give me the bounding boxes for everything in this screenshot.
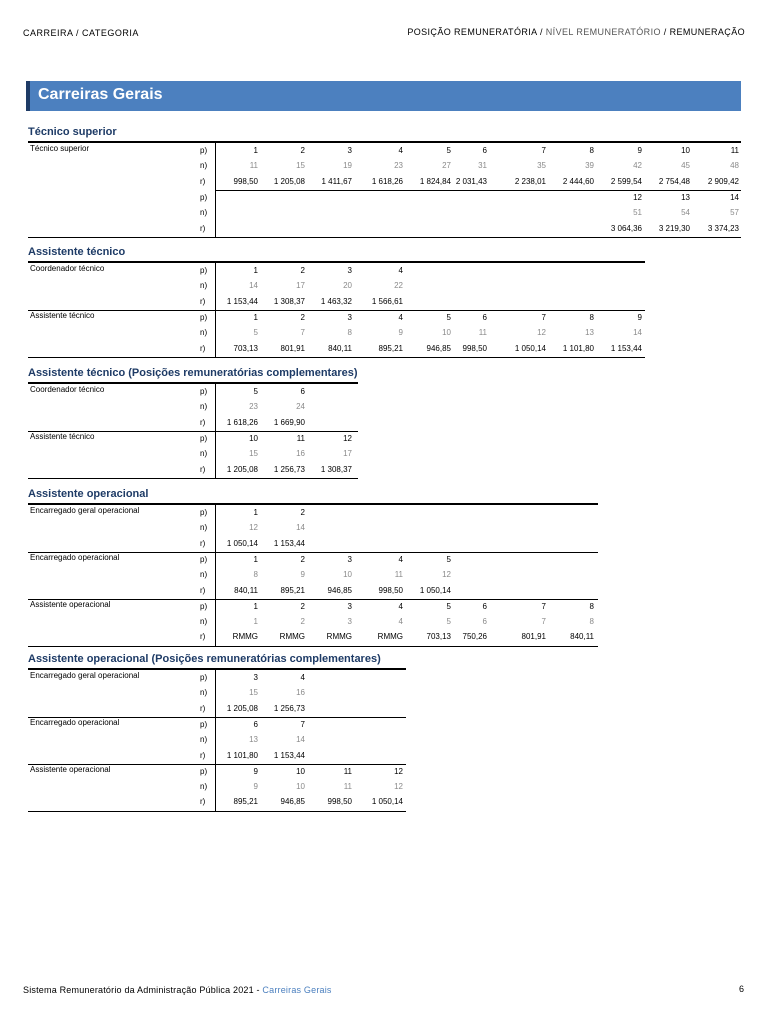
- cell-p: 4: [398, 554, 403, 564]
- cell-r: 3 374,23: [707, 223, 739, 233]
- row-label-n: n): [200, 617, 208, 627]
- group-rule: [28, 599, 598, 600]
- cell-p: 6: [482, 146, 487, 155]
- cell-n: 31: [478, 161, 487, 171]
- cell-n: 17: [343, 449, 352, 459]
- cell-r: RMMG: [232, 632, 258, 642]
- cell-n: 11: [249, 161, 258, 171]
- cell-p: 3: [347, 554, 352, 564]
- cell-r: 1 411,67: [321, 176, 352, 186]
- cell-p: 6: [253, 719, 258, 729]
- cell-n: 7: [300, 328, 305, 338]
- cell-p: 11: [343, 766, 352, 776]
- cell-p: 2: [300, 312, 305, 322]
- cell-n: 13: [249, 735, 258, 745]
- cell-n: 1: [253, 617, 258, 627]
- row-label-n: n): [200, 570, 208, 580]
- row-label-p: p): [200, 719, 208, 729]
- cell-p: 12: [343, 433, 352, 443]
- cell-r: 998,50: [378, 585, 403, 595]
- cell-p: 7: [541, 146, 546, 155]
- group-name: Encarregado operacional: [30, 717, 120, 727]
- cell-r: 1 256,73: [273, 464, 305, 474]
- section-banner: [26, 81, 741, 111]
- cell-n: 11: [478, 328, 487, 338]
- cell-r: 1 669,90: [273, 417, 305, 427]
- row-label-r: r): [200, 797, 206, 807]
- cell-r: 2 754,48: [658, 176, 690, 186]
- cell-p: 12: [633, 192, 642, 202]
- cell-n: 19: [343, 161, 352, 171]
- cell-p: 3: [347, 266, 352, 275]
- group-divider: [215, 263, 216, 310]
- cell-p: 2: [300, 266, 305, 275]
- cell-p: 2: [300, 554, 305, 564]
- cell-n: 14: [633, 328, 642, 338]
- row-label-r: r): [200, 538, 206, 548]
- cell-n: 48: [730, 161, 739, 171]
- cell-n: 51: [633, 208, 642, 218]
- row-label-r: r): [200, 585, 206, 595]
- cell-n: 16: [296, 688, 305, 698]
- cell-r: 946,85: [426, 343, 451, 353]
- cell-p: 3: [347, 312, 352, 322]
- row-label-n: n): [200, 402, 208, 412]
- cell-p: 5: [446, 554, 451, 564]
- section-end-rule: [28, 811, 406, 812]
- cell-r: 1 153,44: [610, 343, 642, 353]
- cell-n: 5: [446, 617, 451, 627]
- group-divider: [215, 764, 216, 811]
- row-label-r: r): [200, 750, 206, 760]
- section-rule: [28, 141, 741, 143]
- cell-n: 3: [347, 617, 352, 627]
- row-label-n: n): [200, 281, 208, 291]
- group-name: Técnico superior: [30, 144, 90, 153]
- cell-p: 6: [300, 387, 305, 396]
- cell-n: 8: [589, 617, 594, 627]
- cell-r: 946,85: [280, 797, 305, 807]
- cell-r: RMMG: [377, 632, 403, 642]
- section-end-rule: [28, 646, 598, 647]
- row-label-p: p): [200, 433, 208, 443]
- cell-r: 2 444,60: [562, 176, 594, 186]
- cell-n: 9: [253, 782, 258, 792]
- cell-r: 1 205,08: [273, 176, 305, 186]
- cell-n: 27: [442, 161, 451, 171]
- row-label-p: p): [200, 766, 208, 776]
- cell-n: 13: [585, 328, 594, 338]
- cell-r: 1 205,08: [226, 464, 258, 474]
- footer-main: Sistema Remuneratório da Administração Pública 2021 -: [23, 985, 263, 995]
- cell-n: 12: [537, 328, 546, 338]
- row-label-n: n): [200, 208, 208, 218]
- cell-p: 1: [253, 312, 258, 322]
- cell-p: 2: [300, 508, 305, 517]
- cell-r: 1 101,80: [226, 750, 258, 760]
- cell-n: 12: [442, 570, 451, 580]
- group-name: Encarregado operacional: [30, 552, 120, 562]
- cell-n: 15: [249, 688, 258, 698]
- cell-r: 895,21: [280, 585, 305, 595]
- cell-n: 42: [633, 161, 642, 171]
- row-label-p: p): [200, 192, 208, 202]
- cell-r: 1 153,44: [226, 296, 258, 306]
- cell-p: 9: [637, 312, 642, 322]
- group-name: Encarregado geral operacional: [30, 506, 140, 515]
- cell-r: 1 618,26: [226, 417, 258, 427]
- cell-r: 1 618,26: [371, 176, 403, 186]
- cell-r: 946,85: [327, 585, 352, 595]
- cell-n: 8: [347, 328, 352, 338]
- cell-r: 1 050,14: [371, 797, 403, 807]
- cell-p: 5: [446, 601, 451, 611]
- cell-n: 15: [249, 449, 258, 459]
- cell-r: 2 031,43: [455, 176, 487, 186]
- cell-n: 11: [394, 570, 403, 580]
- group-name: Encarregado geral operacional: [30, 671, 140, 680]
- cell-p: 4: [300, 673, 305, 682]
- section-rule: [28, 382, 358, 384]
- cell-p: 8: [589, 601, 594, 611]
- cell-p: 9: [253, 766, 258, 776]
- cell-n: 22: [394, 281, 403, 291]
- cell-r: 2 238,01: [514, 176, 546, 186]
- row-label-p: p): [200, 146, 208, 155]
- row-label-p: p): [200, 312, 208, 322]
- cell-n: 14: [296, 523, 305, 533]
- cell-r: 1 566,61: [371, 296, 403, 306]
- cell-n: 17: [296, 281, 305, 291]
- header-columns-label: [407, 27, 745, 37]
- section-end-rule: [28, 357, 645, 358]
- cell-p: 2: [300, 146, 305, 155]
- cell-n: 23: [394, 161, 403, 171]
- section-title: Assistente operacional (Posições remuneratórias complementares): [28, 653, 381, 665]
- cell-r: 998,50: [233, 176, 258, 186]
- cell-r: 703,13: [233, 343, 258, 353]
- group-divider: [215, 670, 216, 717]
- cell-p: 12: [394, 766, 403, 776]
- cell-r: 1 050,14: [514, 343, 546, 353]
- cell-r: 3 219,30: [658, 223, 690, 233]
- cell-n: 4: [398, 617, 403, 627]
- cell-n: 8: [253, 570, 258, 580]
- row-label-p: p): [200, 554, 208, 564]
- cell-r: 2 909,42: [707, 176, 739, 186]
- section-title: Técnico superior: [28, 126, 117, 138]
- group-divider: [215, 717, 216, 764]
- cell-p: 3: [253, 673, 258, 682]
- cell-r: 1 256,73: [273, 703, 305, 713]
- header-position-label: POSIÇÃO REMUNERATÓRIA /: [407, 27, 546, 37]
- banner-title: Carreiras Gerais: [38, 86, 163, 103]
- cell-n: 23: [249, 402, 258, 412]
- cell-n: 54: [681, 208, 690, 218]
- row-label-n: n): [200, 688, 208, 698]
- header-category-label: CARREIRA / CATEGORIA: [23, 28, 139, 38]
- cell-r: RMMG: [326, 632, 352, 642]
- cell-r: 3 064,36: [610, 223, 642, 233]
- row-label-r: r): [200, 632, 206, 642]
- cell-r: 703,13: [426, 632, 451, 642]
- cell-p: 8: [589, 146, 594, 155]
- footer-text: [23, 985, 332, 995]
- group-name: Assistente operacional: [30, 599, 111, 609]
- cell-n: 20: [343, 281, 352, 291]
- cell-n: 14: [249, 281, 258, 291]
- row-label-n: n): [200, 328, 208, 338]
- cell-r: 2 599,54: [610, 176, 642, 186]
- group-divider: [215, 310, 216, 357]
- row-label-p: p): [200, 673, 208, 682]
- cell-n: 15: [296, 161, 305, 171]
- section-rule: [28, 261, 645, 263]
- footer-accent: Carreiras Gerais: [262, 985, 332, 995]
- cell-p: 7: [541, 312, 546, 322]
- cell-p: 3: [347, 146, 352, 155]
- row-label-n: n): [200, 523, 208, 533]
- cell-n: 35: [537, 161, 546, 171]
- cell-n: 11: [343, 782, 352, 792]
- section-title: Assistente técnico: [28, 246, 126, 258]
- cell-n: 10: [296, 782, 305, 792]
- cell-p: 10: [249, 433, 258, 443]
- cell-n: 24: [296, 402, 305, 412]
- group-divider: [215, 505, 216, 552]
- cell-p: 10: [681, 146, 690, 155]
- cell-n: 2: [300, 617, 305, 627]
- cell-p: 11: [296, 433, 305, 443]
- row-label-n: n): [200, 161, 208, 171]
- group-name: Assistente técnico: [30, 431, 95, 441]
- cell-n: 10: [343, 570, 352, 580]
- cell-p: 6: [482, 312, 487, 322]
- group-divider: [215, 384, 216, 431]
- cell-p: 1: [253, 266, 258, 275]
- cell-n: 9: [300, 570, 305, 580]
- cell-p: 10: [296, 766, 305, 776]
- section-rule: [28, 503, 598, 505]
- cell-n: 9: [398, 328, 403, 338]
- cell-r: 1 824,84: [419, 176, 451, 186]
- row-label-r: r): [200, 703, 206, 713]
- cell-p: 14: [730, 192, 739, 202]
- group-rule: [28, 310, 645, 311]
- cell-p: 1: [253, 146, 258, 155]
- row-label-p: p): [200, 508, 208, 517]
- cell-r: 895,21: [233, 797, 258, 807]
- cell-r: 840,11: [570, 632, 594, 642]
- section-title: Assistente técnico (Posições remuneratórias complementares): [28, 367, 358, 379]
- cell-r: 1 050,14: [226, 538, 258, 548]
- cell-p: 4: [398, 312, 403, 322]
- cell-r: 1 308,37: [320, 464, 352, 474]
- cell-n: 7: [541, 617, 546, 627]
- cell-r: 998,50: [462, 343, 487, 353]
- group-name: Coordenador técnico: [30, 264, 105, 273]
- cell-r: 998,50: [327, 797, 352, 807]
- cell-n: 39: [585, 161, 594, 171]
- cell-p: 1: [253, 601, 258, 611]
- row-label-n: n): [200, 735, 208, 745]
- row-label-r: r): [200, 296, 206, 306]
- row-label-n: n): [200, 782, 208, 792]
- row-label-p: p): [200, 387, 208, 396]
- cell-p: 6: [482, 601, 487, 611]
- section-end-rule: [28, 237, 741, 238]
- cell-r: 801,91: [280, 343, 305, 353]
- cell-r: 1 153,44: [273, 538, 305, 548]
- group-name: Assistente operacional: [30, 764, 111, 774]
- section-end-rule: [28, 478, 358, 479]
- row-label-r: r): [200, 464, 206, 474]
- cell-r: RMMG: [279, 632, 305, 642]
- cell-p: 13: [681, 192, 690, 202]
- cell-p: 8: [589, 312, 594, 322]
- cell-n: 57: [730, 208, 739, 218]
- cell-r: 750,26: [462, 632, 487, 642]
- cell-r: 1 463,32: [320, 296, 352, 306]
- cell-p: 4: [398, 266, 403, 275]
- group-divider: [215, 552, 216, 599]
- group-divider: [215, 599, 216, 646]
- row-label-p: p): [200, 266, 208, 275]
- cell-n: 45: [681, 161, 690, 171]
- cell-p: 1: [253, 508, 258, 517]
- section-title: Assistente operacional: [28, 488, 149, 500]
- cell-p: 4: [398, 146, 403, 155]
- page-number: 6: [738, 984, 744, 994]
- cell-p: 1: [253, 554, 258, 564]
- row-label-r: r): [200, 223, 206, 233]
- cell-r: 1 308,37: [273, 296, 305, 306]
- row-label-r: r): [200, 176, 206, 186]
- cell-n: 14: [296, 735, 305, 745]
- subrow-rule: [215, 190, 741, 191]
- cell-r: 1 153,44: [273, 750, 305, 760]
- header-remuneration-label: / REMUNERAÇÃO: [660, 27, 745, 37]
- row-label-r: r): [200, 417, 206, 427]
- cell-r: 1 101,80: [562, 343, 594, 353]
- cell-n: 5: [253, 328, 258, 338]
- row-label-r: r): [200, 343, 206, 353]
- cell-p: 5: [446, 146, 451, 155]
- cell-p: 7: [300, 719, 305, 729]
- cell-p: 5: [253, 387, 258, 396]
- header-level-label: NÍVEL REMUNERATÓRIO: [545, 27, 661, 37]
- group-divider: [215, 143, 216, 237]
- group-name: Assistente técnico: [30, 310, 95, 320]
- section-rule: [28, 668, 406, 670]
- cell-r: 1 050,14: [419, 585, 451, 595]
- cell-n: 12: [249, 523, 258, 533]
- cell-n: 12: [394, 782, 403, 792]
- cell-p: 9: [637, 146, 642, 155]
- cell-p: 5: [446, 312, 451, 322]
- cell-p: 4: [398, 601, 403, 611]
- cell-r: 1 205,08: [226, 703, 258, 713]
- cell-p: 2: [300, 601, 305, 611]
- cell-n: 6: [482, 617, 487, 627]
- cell-n: 16: [296, 449, 305, 459]
- cell-n: 10: [442, 328, 451, 338]
- cell-r: 840,11: [234, 585, 258, 595]
- group-name: Coordenador técnico: [30, 385, 105, 394]
- cell-r: 801,91: [521, 632, 546, 642]
- cell-p: 3: [347, 601, 352, 611]
- cell-r: 840,11: [328, 343, 352, 353]
- cell-p: 7: [541, 601, 546, 611]
- cell-p: 11: [730, 146, 739, 155]
- cell-r: 895,21: [378, 343, 403, 353]
- row-label-p: p): [200, 601, 208, 611]
- row-label-n: n): [200, 449, 208, 459]
- group-divider: [215, 431, 216, 478]
